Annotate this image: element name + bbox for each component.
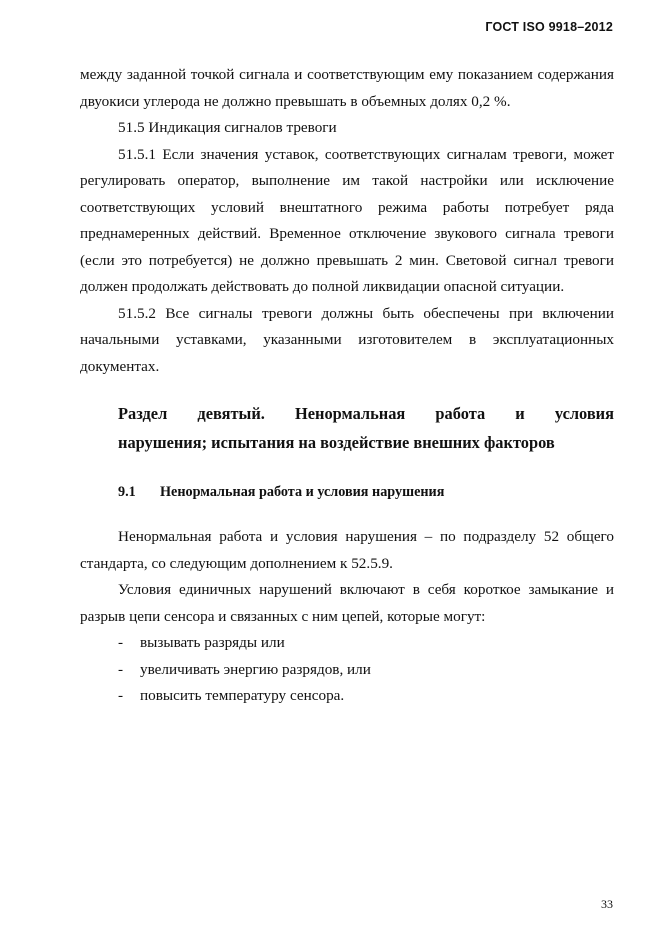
clause-heading-51-5: 51.5 Индикация сигналов тревоги: [118, 119, 337, 136]
paragraph-single-fault-conditions: Условия единичных нарушений включают в себя короткое замыкание и разрыв цепи сенсора и связанных с ним цепей, которые могут:: [80, 581, 614, 625]
list-bullet: -: [118, 660, 124, 678]
list-item-text: вызывать разряды или: [140, 634, 285, 651]
list-bullet: -: [118, 687, 124, 704]
page-number: 33: [601, 897, 613, 911]
paragraph-continuation: между заданной точкой сигнала и соответствующим ему показанием содержания двуокиси углерода не должно превышать в объемных долях 0,2 %.: [80, 66, 614, 110]
subsection-heading: [118, 481, 444, 503]
paragraph-51-5-2: 51.5.2 Все сигналы тревоги должны быть обеспечены при включении начальными уставками, указанными изготовителем в эксплуатационных документах.: [80, 304, 614, 375]
list-bullet: -: [118, 634, 124, 651]
fault-effects-list: [80, 630, 614, 710]
list-item-text: увеличивать энергию разрядов, или: [140, 660, 371, 678]
list-item: [80, 683, 614, 710]
top-text-block: [80, 62, 614, 380]
list-item: [80, 657, 614, 684]
paragraph-51-5-1: 51.5.1 Если значения уставок, соответствующих сигналам тревоги, может регулировать оператор, выполнение им такой настройки или исключение соответствующих условий внештатного режима работы потребует ряда преднамеренных действий. Временное отключение звукового сигнала тревоги (если это потребуется) не должно превышать 2 мин. Световой сигнал тревоги должен продолжать действовать до полной ликвидации опасной ситуации.: [80, 145, 614, 295]
section-title: [118, 399, 614, 457]
list-item: [80, 630, 614, 657]
document-code-header: ГОСТ ISO 9918–2012: [485, 20, 613, 34]
list-item-text: повысить температуру сенсора.: [140, 687, 345, 704]
section-title-line-2: нарушения; испытания на воздействие внешних факторов: [118, 433, 555, 452]
subsection-title: Ненормальная работа и условия нарушения: [160, 484, 445, 500]
section-title-line-1: Раздел девятый. Ненормальная работа и условия: [118, 404, 614, 423]
paragraph-abnormal-operation: Ненормальная работа и условия нарушения – по подразделу 52 общего стандарта, со следующим дополнением к 52.5.9.: [80, 528, 614, 572]
subsection-number: 9.1: [118, 484, 136, 500]
bottom-text-block: [80, 524, 614, 710]
